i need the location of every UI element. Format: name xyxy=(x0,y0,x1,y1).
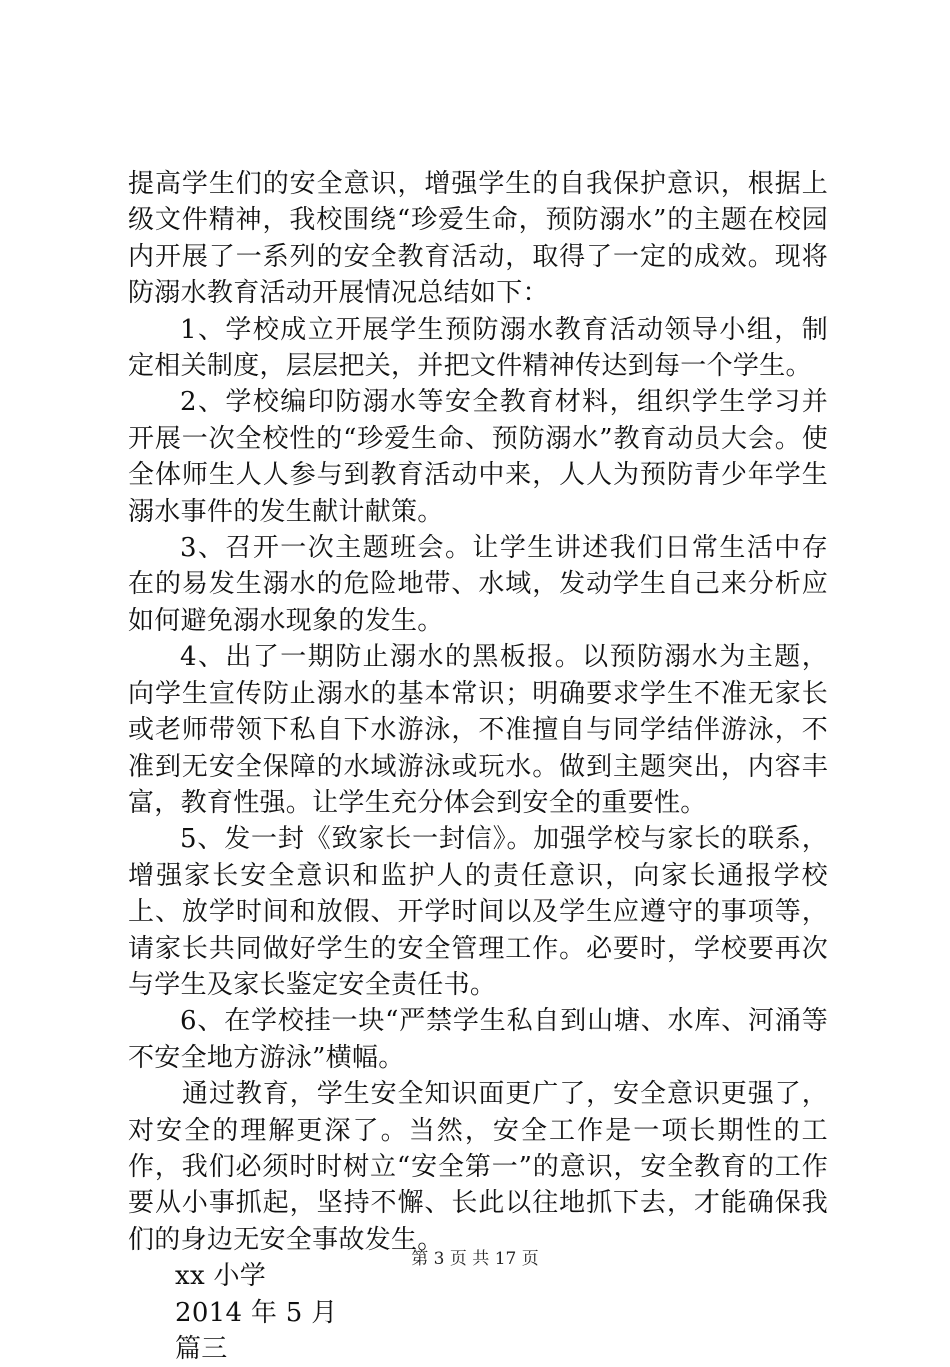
signature-school: xx 小学 xyxy=(175,1261,267,1292)
signature-date: 2014 年 5 月 xyxy=(175,1297,338,1328)
item-5-paragraph: 5、发一封《致家长一封信》。加强学校与家长的联系，增强家长安全意识和监护人的责任意识，向家长通报学校上、放学时间和放假、开学时间以及学生应遵守的事项等，请家长共同做好学生的安全管理工作。必要时，学校要再次与学生及家长鉴定安全责任书。 xyxy=(128,824,828,1000)
item-3-paragraph: 3、召开一次主题班会。让学生讲述我们日常生活中存在的易发生溺水的危险地带、水域，发动学生自己来分析应如何避免溺水现象的发生。 xyxy=(128,533,828,636)
item-6-paragraph: 6、在学校挂一块“严禁学生私自到山塘、水库、河涌等不安全地方游泳”横幅。 xyxy=(128,1006,828,1073)
section-heading: 篇三 xyxy=(175,1334,228,1364)
item-2-paragraph: 2、学校编印防溺水等安全教育材料，组织学生学习并开展一次全校性的“珍爱生命、预防溺水”教育动员大会。使全体师生人人参与到教育活动中来，人人为预防青少年学生溺水事件的发生献计献策。 xyxy=(128,387,828,527)
document-body xyxy=(128,166,828,1367)
page-number-footer: 第 3 页 共 17 页 xyxy=(411,1249,539,1269)
conclusion-paragraph: 通过教育，学生安全知识面更广了，安全意识更强了，对安全的理解更深了。当然，安全工作是一项长期性的工作，我们必须时时树立“安全第一”的意识，安全教育的工作要从小事抓起，坚持不懈、长此以往地抓下去，才能确保我们的身边无安全事故发生。 xyxy=(128,1079,828,1255)
item-4-paragraph: 4、出了一期防止溺水的黑板报。以预防溺水为主题，向学生宣传防止溺水的基本常识；明确要求学生不准无家长或老师带领下私自下水游泳，不准擅自与同学结伴游泳，不准到无安全保障的水域游泳或玩水。做到主题突出，内容丰富，教育性强。让学生充分体会到安全的重要性。 xyxy=(128,642,828,818)
item-1-paragraph: 1、学校成立开展学生预防溺水教育活动领导小组，制定相关制度，层层把关，并把文件精神传达到每一个学生。 xyxy=(128,314,828,382)
intro-paragraph: 提高学生们的安全意识，增强学生的自我保护意识，根据上级文件精神，我校围绕“珍爱生命，预防溺水”的主题在校园内开展了一系列的安全教育活动，取得了一定的成效。现将防溺水教育活动开展情况总结如下： xyxy=(128,169,828,309)
